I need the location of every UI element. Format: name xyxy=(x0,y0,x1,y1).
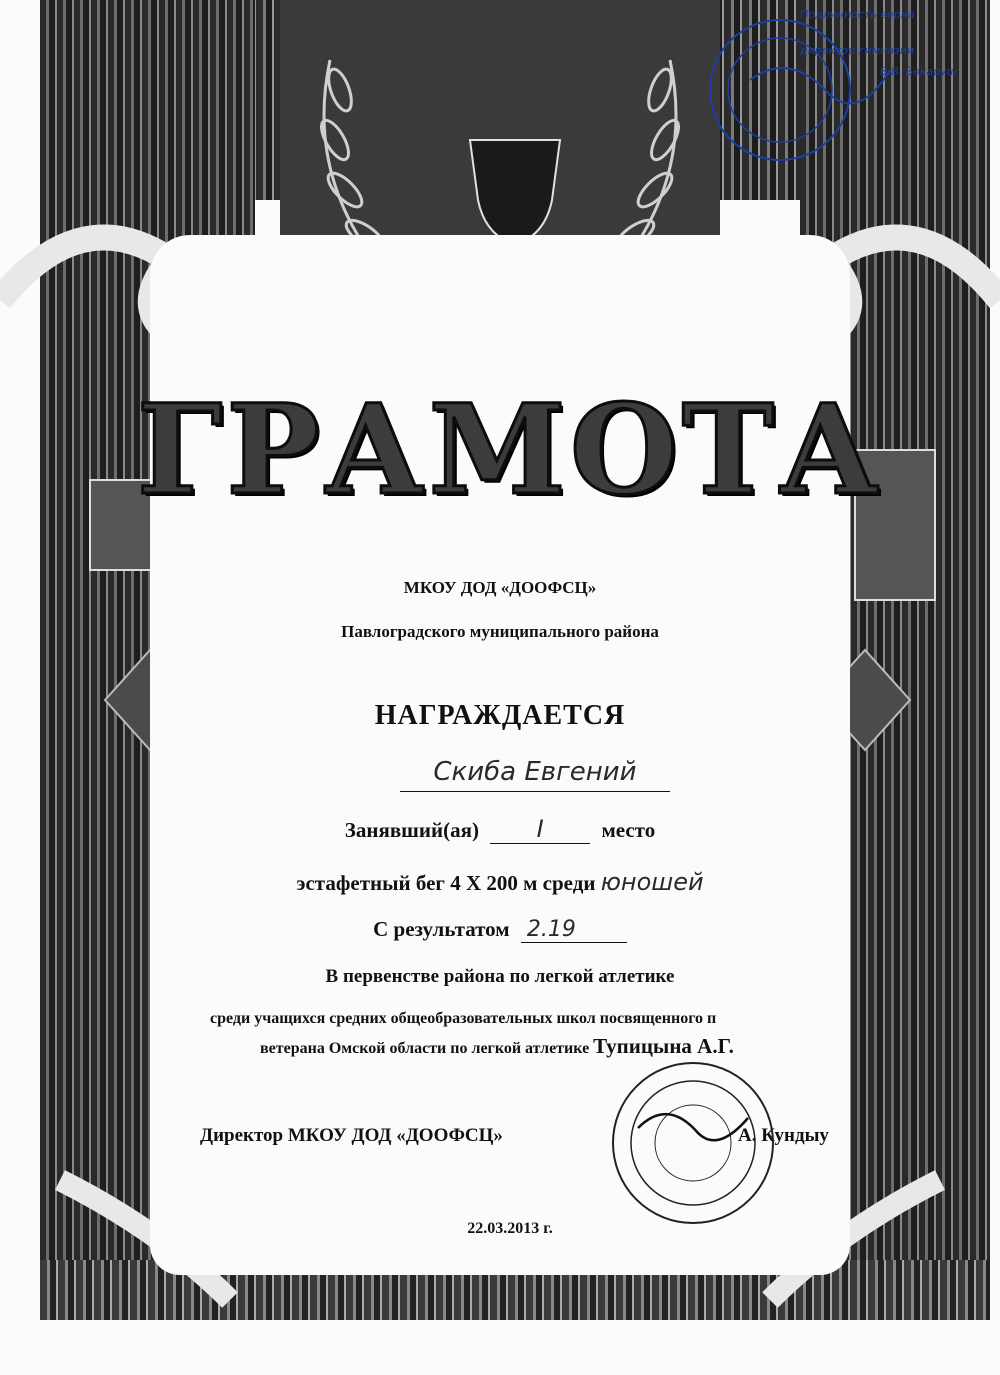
verification-line-3: В.В. Бокаруш xyxy=(880,65,957,78)
students-line: среди учащихся средних общеобразовательных школ посвященного п xyxy=(210,1010,717,1027)
event-text: эстафетный бег 4 Х 200 м среди xyxy=(296,871,596,895)
verification-line-2: директор гимназии xyxy=(800,44,915,57)
veteran-line: ветерана Омской области по легкой атлетике xyxy=(260,1040,590,1057)
place-row xyxy=(150,815,850,844)
event-row xyxy=(150,868,850,896)
district-name: Павлоградского муниципального района xyxy=(341,622,659,641)
veteran-row xyxy=(260,1034,900,1059)
result-label: С результатом xyxy=(373,917,510,941)
verification-line-1: Подлинность верна xyxy=(800,8,915,21)
championship-line: В первенстве района по легкой атлетике xyxy=(325,966,675,987)
result-value: 2.19 xyxy=(521,917,627,943)
recipient-name: Скиба Евгений xyxy=(433,757,637,787)
place-value: I xyxy=(490,815,590,844)
title-plate xyxy=(136,375,884,525)
certificate-date: 22.03.2013 г. xyxy=(467,1220,553,1237)
official-seal-icon xyxy=(598,1058,788,1228)
place-label: Занявший(ая) xyxy=(344,818,479,842)
place-label-after: место xyxy=(601,818,656,842)
certificate-title: ГРАМОТА xyxy=(136,377,884,523)
director-name: А. Кундыу xyxy=(738,1125,829,1146)
result-row xyxy=(150,917,850,943)
director-label: Директор МКОУ ДОД «ДООФСЦ» xyxy=(200,1125,503,1146)
awarded-heading: НАГРАЖДАЕТСЯ xyxy=(374,700,626,731)
event-group: юношей xyxy=(600,868,704,896)
recipient-row xyxy=(150,755,850,795)
recipient-underline xyxy=(400,791,670,792)
veteran-name: Тупицына А.Г. xyxy=(593,1034,734,1058)
organization-name: МКОУ ДОД «ДООФСЦ» xyxy=(403,578,597,597)
verification-stamp-icon xyxy=(690,0,990,180)
